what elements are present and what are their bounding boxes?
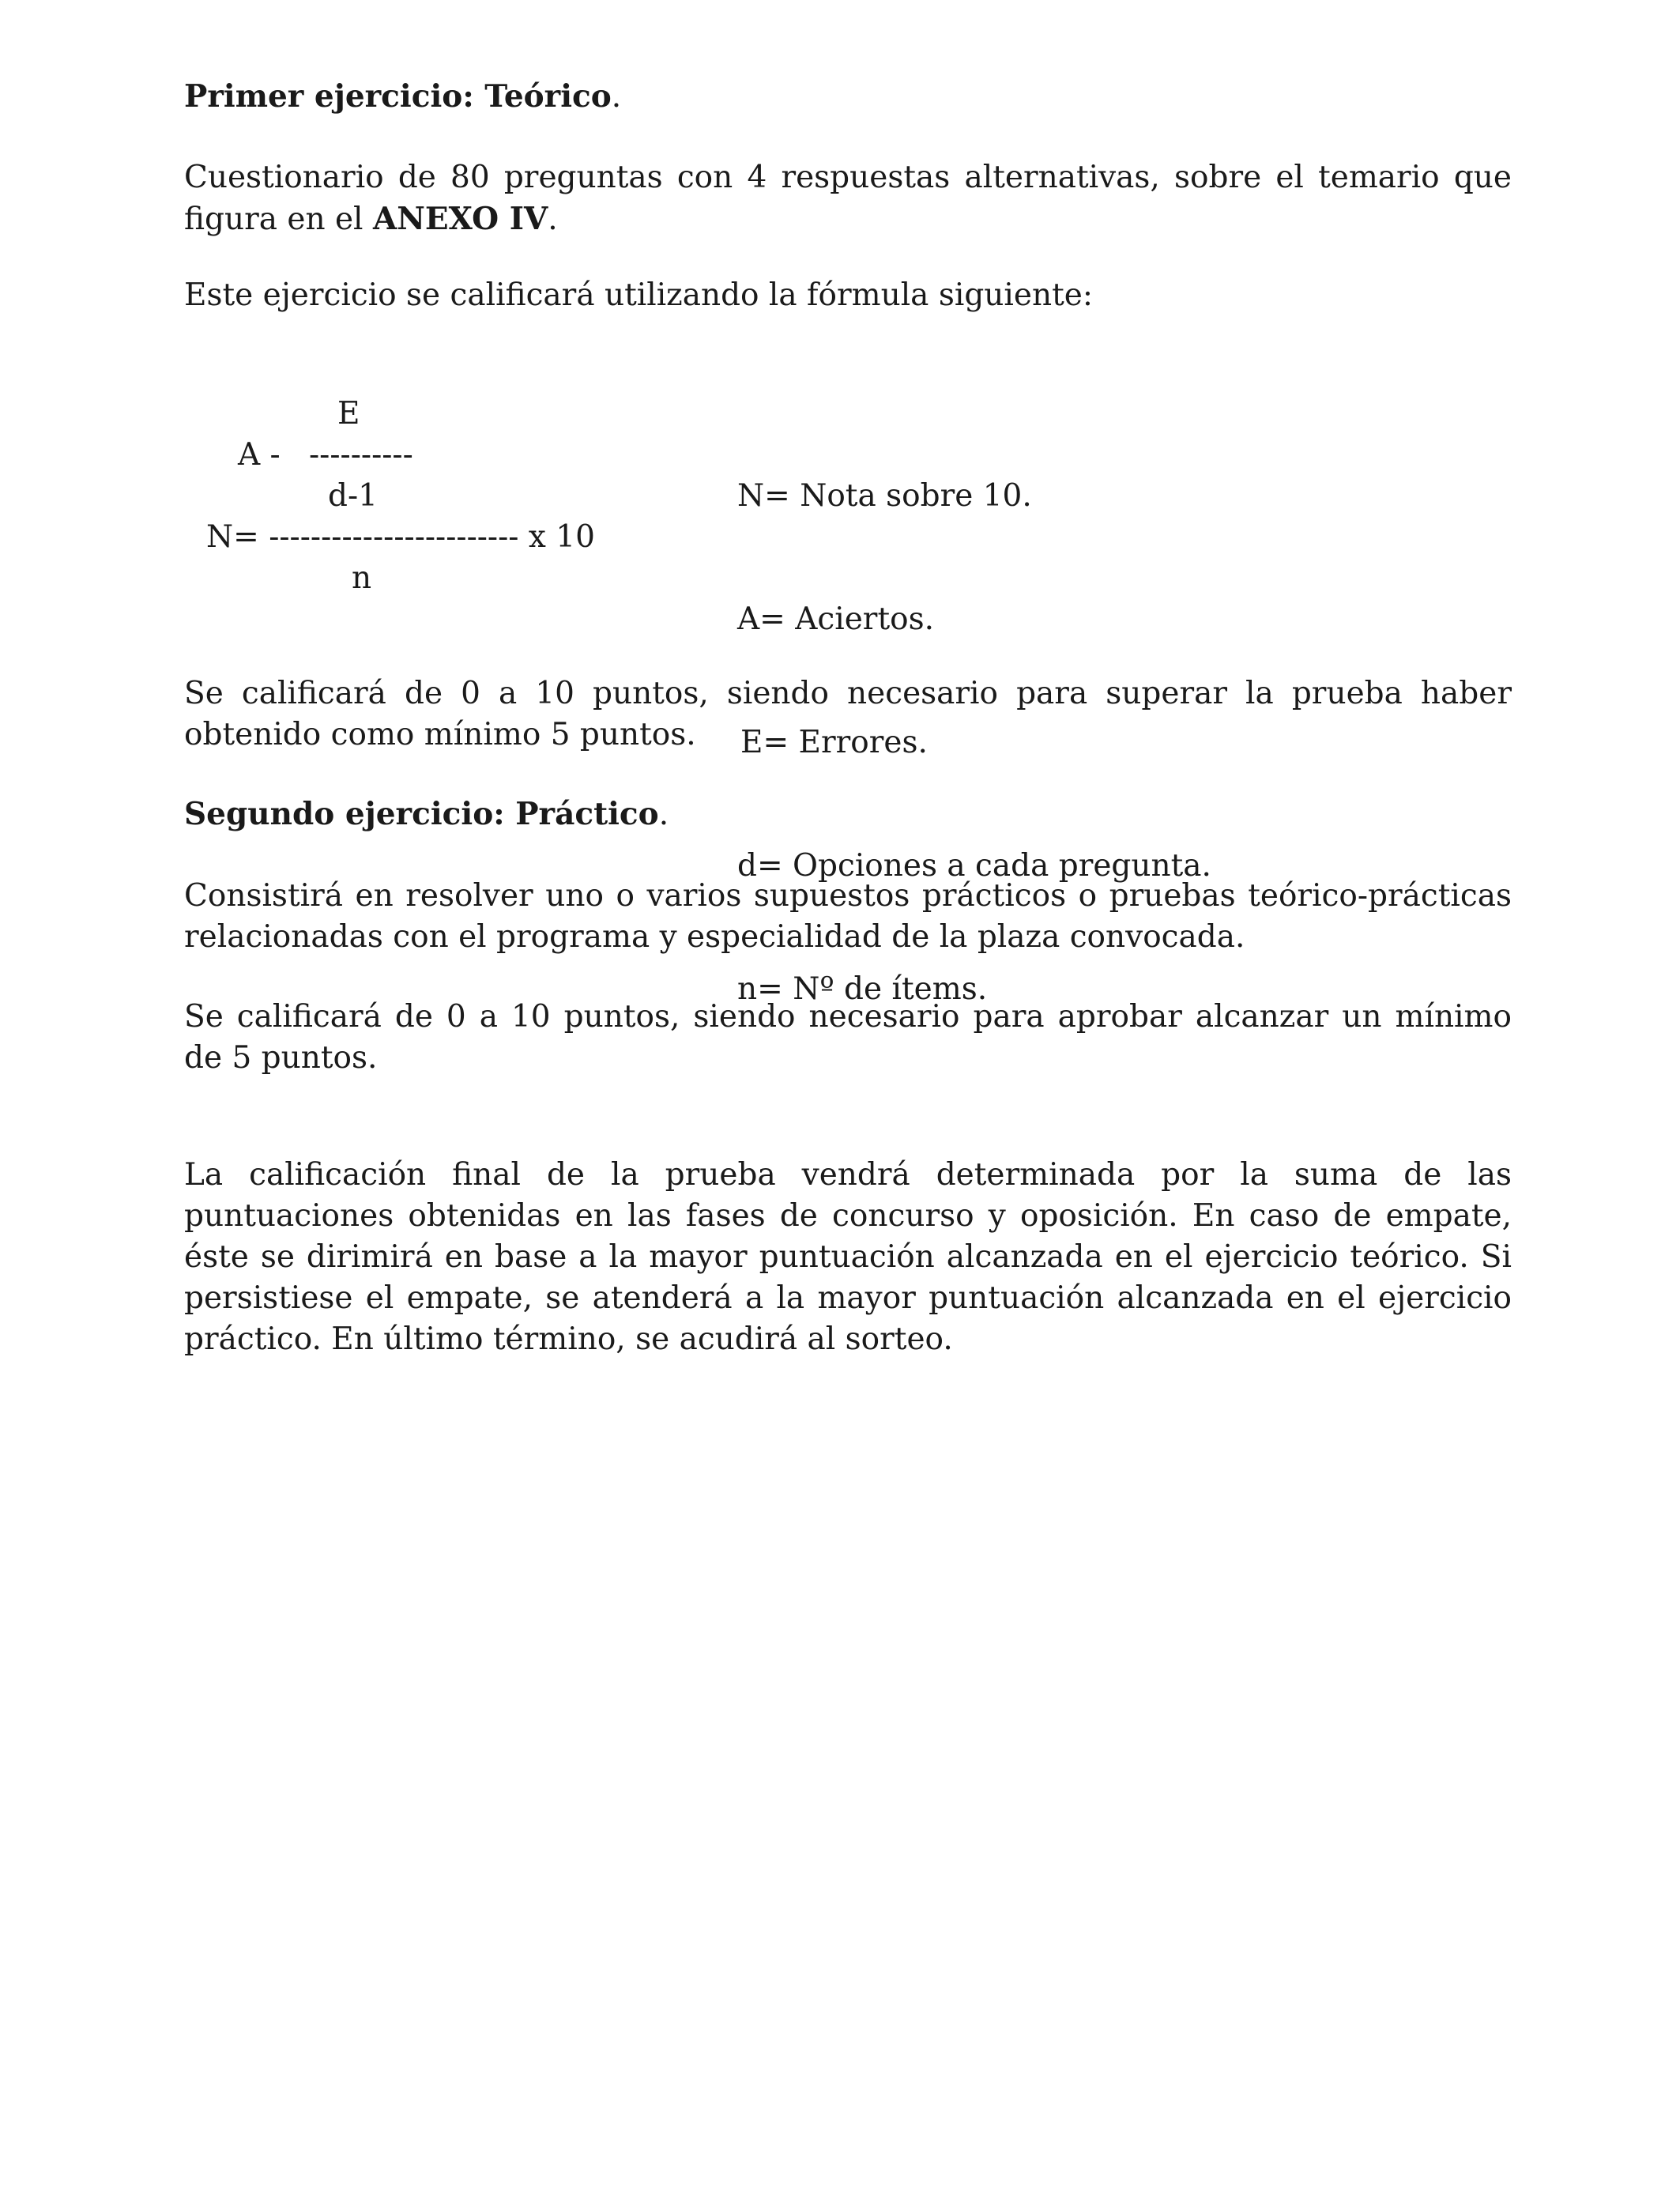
section1-paragraph-2: Este ejercicio se calificará utilizando la fórmula siguiente: bbox=[184, 277, 1093, 313]
section1-paragraph-1 bbox=[184, 157, 1512, 240]
section2-title: Segundo ejercicio: Práctico bbox=[184, 796, 659, 832]
section2-paragraph-1: Consistirá en resolver uno o varios supuestos prácticos o pruebas teórico-prácticas relacionadas con el programa y especialidad de la plaza convocada. bbox=[184, 878, 1512, 955]
formula-denominator-n: n bbox=[352, 560, 372, 596]
section1-title: Primer ejercicio: Teórico bbox=[184, 78, 612, 115]
final-paragraph: La calificación final de la prueba vendrá determinada por la suma de las puntuaciones obtenidas en las fases de concurso y oposición. En caso de empate, éste se dirimirá en base a la mayor puntuación alcanzada en el ejercicio teórico. Si persistiese el empate, se atenderá a la mayor puntuación alcanzada en el ejercicio práctico. En último término, se acudirá al sorteo. bbox=[184, 1157, 1512, 1357]
formula-a-minus: A - bbox=[238, 437, 281, 473]
legend-item-d: d= Opciones a cada pregunta. bbox=[737, 848, 1211, 884]
section2-paragraph-2: Se calificará de 0 a 10 puntos, siendo necesario para aprobar alcanzar un mínimo de 5 puntos. bbox=[184, 999, 1512, 1076]
legend-item-e: E= Errores. bbox=[740, 725, 928, 760]
section1-p1-text: Cuestionario de 80 preguntas con 4 respuestas alternativas, sobre el temario que figura en el bbox=[184, 160, 1512, 237]
section1-p1-end: . bbox=[548, 202, 558, 237]
legend-item-n: N= Nota sobre 10. bbox=[737, 478, 1032, 514]
section1-title-punct: . bbox=[611, 79, 622, 115]
section2-heading bbox=[184, 794, 669, 835]
section2-title-punct: . bbox=[658, 797, 669, 832]
legend-item-items: n= Nº de ítems. bbox=[737, 971, 988, 1007]
legend-item-a: A= Aciertos. bbox=[737, 601, 935, 637]
section1-paragraph-3: Se calificará de 0 a 10 puntos, siendo necesario para superar la prueba haber obtenido como mínimo 5 puntos. bbox=[184, 676, 1512, 752]
formula-n-equals: N= ------------------------ x 10 bbox=[206, 519, 595, 555]
annex-reference: ANEXO IV bbox=[372, 201, 548, 237]
formula-inner-bar: ---------- bbox=[309, 437, 413, 473]
formula-denominator-d: d-1 bbox=[328, 478, 378, 514]
section1-heading bbox=[184, 76, 621, 118]
formula-numerator-e: E bbox=[337, 396, 360, 432]
